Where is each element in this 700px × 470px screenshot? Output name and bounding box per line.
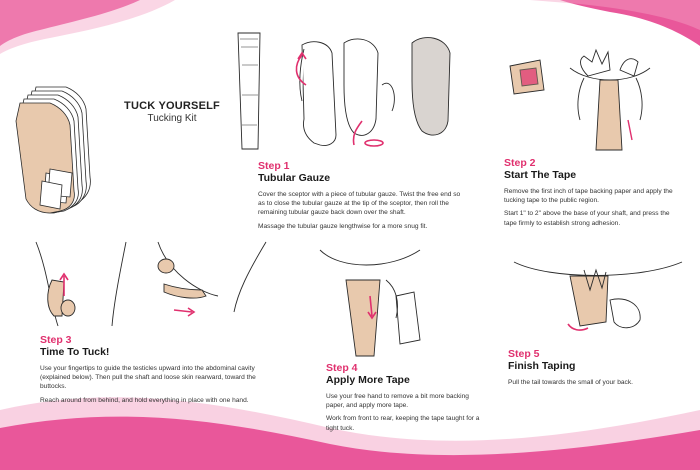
step-3-number: Step 3 — [40, 334, 72, 346]
step-5 — [508, 348, 678, 391]
step-1-title: Tubular Gauze — [258, 172, 331, 184]
step-3-paragraph: Use your fingertips to guide the testicles upward into the abdominal cavity (explained below). Then pull the shaft and loose skin rearward, toward the buttocks. — [40, 365, 256, 391]
step-2-paragraph: Start 1" to 2" above the base of your shaft, and press the tape firmly to establish strong adhesion. — [504, 210, 670, 227]
step-3 — [40, 334, 260, 409]
step-4-title: Apply More Tape — [326, 374, 410, 386]
step-2-number: Step 2 — [504, 157, 536, 169]
top-left-wave-light — [0, 0, 175, 54]
step-1-number: Step 1 — [258, 160, 290, 172]
step-2-title: Start The Tape — [504, 169, 577, 181]
step-3-paragraph: Reach around from behind, and hold everything in place with one hand. — [40, 396, 249, 404]
step3-illustration — [28, 232, 268, 332]
step-2 — [504, 157, 680, 232]
step-4-paragraph: Use your free hand to remove a bit more backing paper, and apply more tape. — [326, 393, 469, 410]
step-4-paragraph: Work from front to rear, keeping the tape taught for a tight tuck. — [326, 415, 480, 432]
step-5-number: Step 5 — [508, 348, 540, 360]
brand-block — [116, 100, 228, 124]
step-5-paragraph: Pull the tail towards the small of your back. — [508, 379, 633, 386]
step2-illustration — [500, 30, 690, 160]
step-4 — [326, 362, 482, 437]
step-4-number: Step 4 — [326, 362, 358, 374]
tape-stack-illustration — [6, 85, 121, 215]
step-1 — [258, 160, 468, 235]
brand-subtitle: Tucking Kit — [147, 113, 197, 124]
step-1-paragraph: Cover the sceptor with a piece of tubular gauze. Twist the free end so as to close the tubular gauze at the tip of the sceptor, then roll the remaining tubular gauze back down over the shaft. — [258, 191, 461, 217]
step4-illustration — [300, 240, 450, 360]
step-1-paragraph: Massage the tubular gauze lengthwise for a more snug fit. — [258, 222, 428, 230]
step-2-paragraph: Remove the first inch of tape backing paper and apply the tucking tape to the public region. — [504, 188, 673, 205]
step-3-title: Time To Tuck! — [40, 346, 110, 358]
step-5-title: Finish Taping — [508, 360, 576, 372]
step5-illustration — [510, 240, 690, 340]
step1-illustration — [232, 25, 462, 155]
brand-title: TUCK YOURSELF — [124, 100, 220, 112]
